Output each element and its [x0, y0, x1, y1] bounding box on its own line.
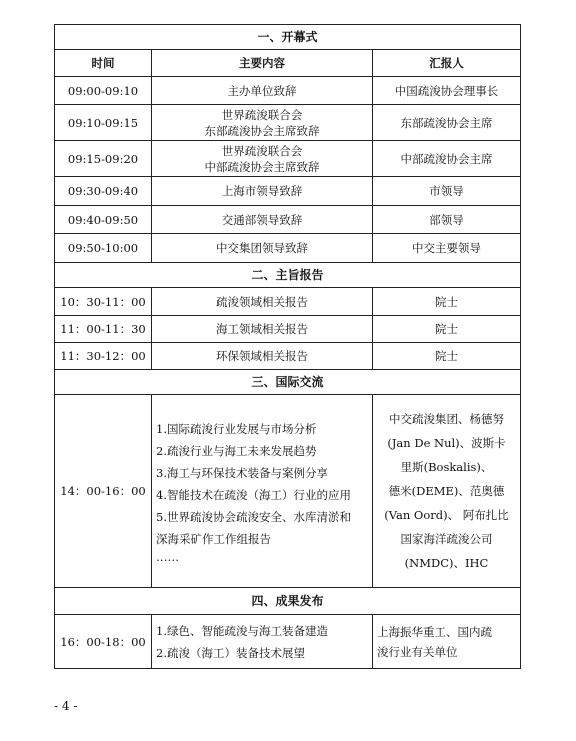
section-title-results: 四、成果发布 — [55, 588, 521, 615]
content-cell: 上海市领导致辞 — [152, 177, 373, 206]
table-row — [55, 234, 521, 263]
content-cell — [152, 615, 373, 669]
page-number: - 4 - — [54, 699, 78, 713]
content-cell: 环保领域相关报告 — [152, 343, 373, 370]
table-row — [55, 395, 521, 588]
header-reporter: 汇报人 — [373, 50, 521, 77]
reporter-cell: 东部疏浚协会主席 — [373, 105, 521, 141]
reporter-line: 中交疏浚集团、杨德努 — [389, 412, 504, 426]
reporter-line: 上海振华重工、国内疏 — [377, 624, 492, 639]
content-cell: 疏浚领域相关报告 — [152, 288, 373, 316]
section-header-row — [55, 588, 521, 615]
table-row — [55, 288, 521, 316]
time-cell: 09:40-09:50 — [55, 206, 152, 234]
list-item: 2.疏浚行业与海工未来发展趋势 — [156, 444, 317, 458]
table-row — [55, 206, 521, 234]
reporter-line: (NMDC)、IHC — [404, 556, 489, 570]
time-cell: 09:15-09:20 — [55, 141, 152, 177]
reporter-cell — [373, 615, 521, 669]
time-cell: 14：00-16：00 — [55, 395, 152, 588]
time-cell: 10：30-11：00 — [55, 288, 152, 316]
content-cell: 交通部领导致辞 — [152, 206, 373, 234]
content-line: 世界疏浚联合会 — [221, 107, 303, 122]
reporter-cell: 中国疏浚协会理事长 — [373, 77, 521, 105]
table-row — [55, 177, 521, 206]
reporter-cell: 中部疏浚协会主席 — [373, 141, 521, 177]
reporter-line: 浚行业有关单位 — [377, 644, 458, 659]
reporter-line: 德米(DEME)、范奥德 — [388, 484, 505, 498]
header-time: 时间 — [55, 50, 152, 77]
reporter-cell: 院士 — [373, 343, 521, 370]
reporter-cell: 院士 — [373, 288, 521, 316]
list-item: 3.海工与环保技术装备与案例分享 — [156, 466, 328, 480]
reporter-line: 里斯(Boskalis)、 — [400, 460, 493, 474]
section-header-row — [55, 25, 521, 50]
content-cell — [152, 141, 373, 177]
list-item: 2.疏浚（海工）装备技术展望 — [156, 645, 305, 660]
table-row — [55, 316, 521, 343]
content-line: 世界疏浚联合会 — [221, 143, 303, 158]
time-cell: 16：00-18：00 — [55, 615, 152, 669]
column-header-row — [55, 50, 521, 77]
reporter-cell: 部领导 — [373, 206, 521, 234]
table-row — [55, 141, 521, 177]
section-title-opening: 一、开幕式 — [55, 25, 521, 50]
list-item: …… — [156, 550, 179, 564]
table-row — [55, 615, 521, 669]
list-item: 1.国际疏浚行业发展与市场分析 — [156, 422, 317, 436]
table-row — [55, 105, 521, 141]
reporter-cell — [373, 395, 521, 588]
section-title-international: 三、国际交流 — [55, 370, 521, 395]
content-cell: 海工领域相关报告 — [152, 316, 373, 343]
reporter-line: (Jan De Nul)、波斯卡 — [387, 436, 506, 450]
reporter-line: 国家海洋疏浚公司 — [400, 532, 493, 546]
list-item: 5.世界疏浚协会疏浚安全、水库清淤和 — [156, 510, 351, 524]
time-cell: 09:00-09:10 — [55, 77, 152, 105]
schedule-table — [54, 24, 521, 669]
list-item: 1.绿色、智能疏浚与海工装备建造 — [156, 623, 328, 638]
content-cell: 中交集团领导致辞 — [152, 234, 373, 263]
section-header-row — [55, 370, 521, 395]
list-item: 4.智能技术在疏浚（海工）行业的应用 — [156, 488, 351, 502]
content-line: 中部疏浚协会主席致辞 — [204, 159, 320, 174]
reporter-line: (Van Oord)、 阿布扎比 — [384, 508, 509, 522]
time-cell: 09:50-10:00 — [55, 234, 152, 263]
content-cell — [152, 395, 373, 588]
reporter-cell: 中交主要领导 — [373, 234, 521, 263]
table-row — [55, 77, 521, 105]
section-title-keynote: 二、主旨报告 — [55, 263, 521, 288]
time-cell: 11：30-12：00 — [55, 343, 152, 370]
content-cell: 主办单位致辞 — [152, 77, 373, 105]
reporter-cell: 市领导 — [373, 177, 521, 206]
content-line: 东部疏浚协会主席致辞 — [204, 123, 320, 138]
time-cell: 11：00-11：30 — [55, 316, 152, 343]
list-item: 深海采矿作工作组报告 — [156, 532, 271, 546]
content-cell — [152, 105, 373, 141]
time-cell: 09:30-09:40 — [55, 177, 152, 206]
header-content: 主要内容 — [152, 50, 373, 77]
time-cell: 09:10-09:15 — [55, 105, 152, 141]
section-header-row — [55, 263, 521, 288]
reporter-cell: 院士 — [373, 316, 521, 343]
table-row — [55, 343, 521, 370]
